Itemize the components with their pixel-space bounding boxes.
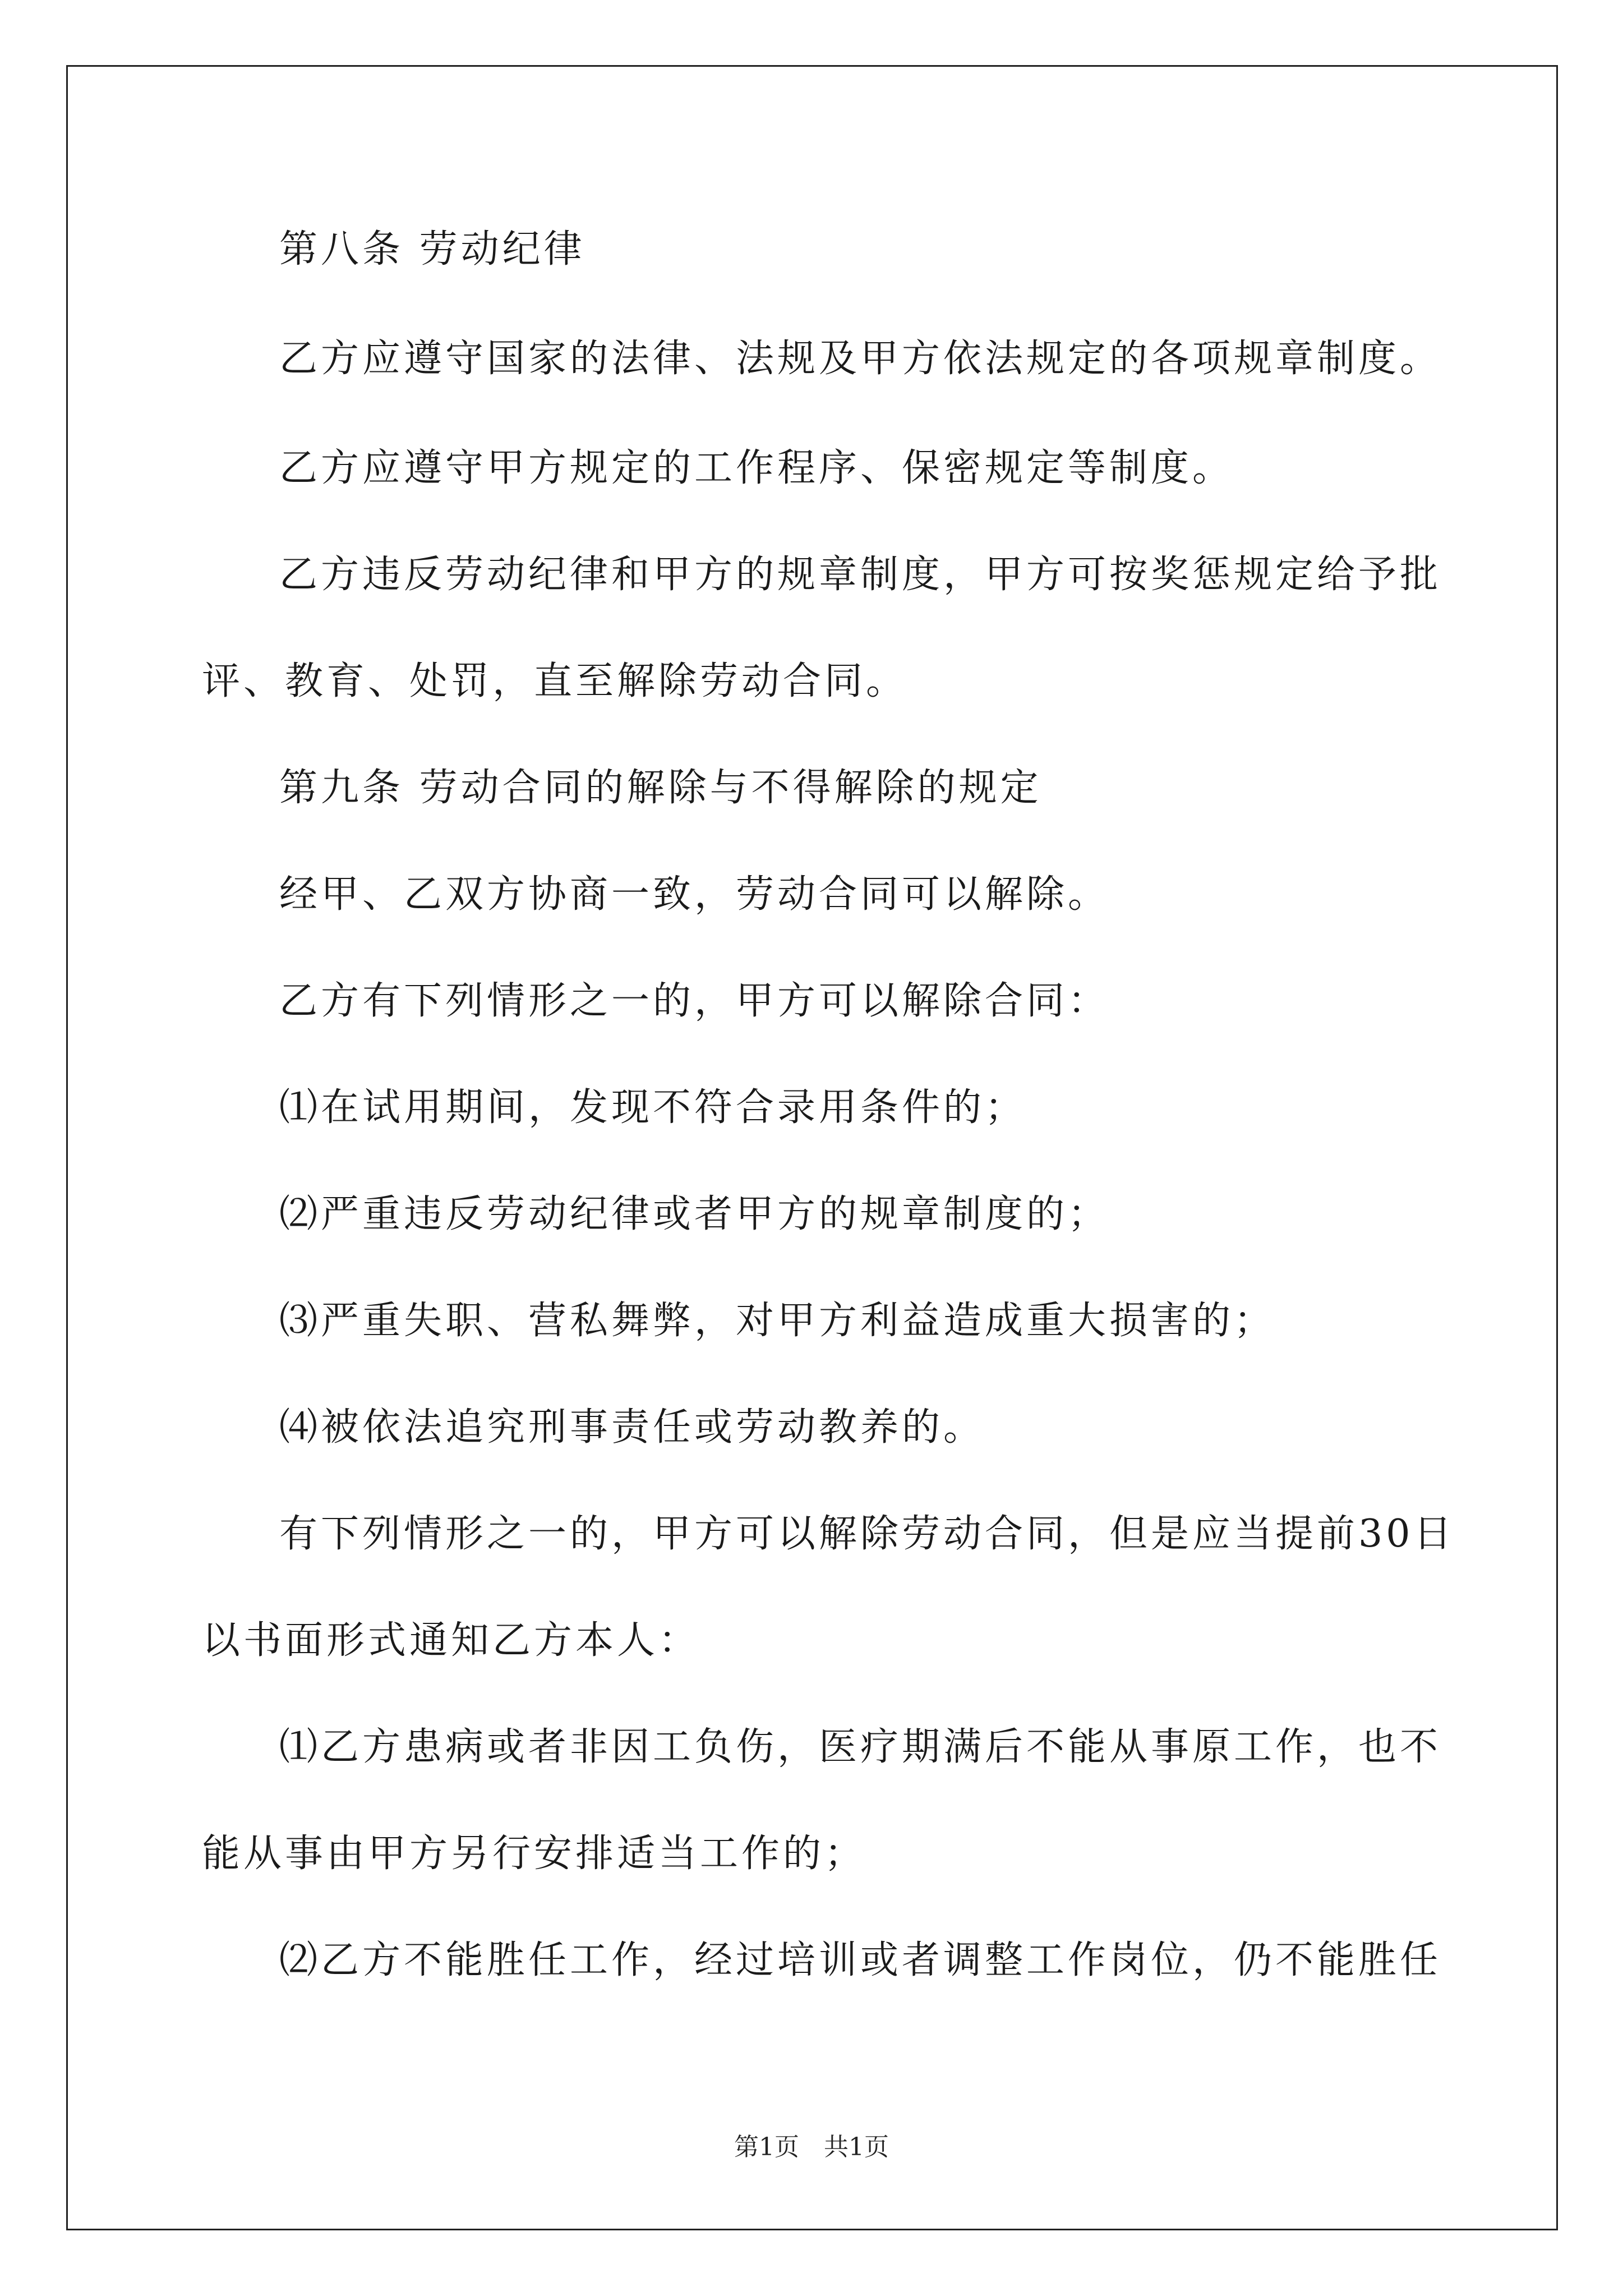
list-item: ⑷被依法追究刑事责任或劳动教养的。 <box>279 1405 985 1450</box>
list-item: ⑵乙方不能胜任工作，经过培训或者调整工作岗位，仍不能胜任 <box>279 1938 1442 1982</box>
paragraph: 乙方有下列情形之一的，甲方可以解除合同： <box>279 979 1110 1023</box>
list-item: ⑵严重违反劳动纪律或者甲方的规章制度的； <box>279 1192 1110 1236</box>
paragraph: 乙方违反劳动纪律和甲方的规章制度，甲方可按奖惩规定给予批 <box>279 553 1442 597</box>
list-item: ⑶严重失职、营私舞弊，对甲方利益造成重大损害的； <box>279 1299 1276 1343</box>
paragraph-continuation: 以书面形式通知乙方本人： <box>202 1618 700 1663</box>
paragraph: 乙方应遵守国家的法律、法规及甲方依法规定的各项规章制度。 <box>279 337 1442 381</box>
list-item: ⑴乙方患病或者非因工负伤，医疗期满后不能从事原工作，也不 <box>279 1725 1442 1769</box>
paragraph: 乙方应遵守甲方规定的工作程序、保密规定等制度。 <box>279 446 1234 490</box>
section-heading: 第八条 劳动纪律 <box>279 227 585 272</box>
paragraph-continuation: 评、教育、处罚，直至解除劳动合同。 <box>202 659 908 703</box>
section-heading: 第九条 劳动合同的解除与不得解除的规定 <box>279 766 1042 810</box>
paragraph: 有下列情形之一的，甲方可以解除劳动合同，但是应当提前30日 <box>279 1512 1455 1556</box>
paragraph: 经甲、乙双方协商一致，劳动合同可以解除。 <box>279 872 1110 917</box>
list-item-continuation: 能从事由甲方另行安排适当工作的； <box>202 1832 866 1876</box>
list-item: ⑴在试用期间，发现不符合录用条件的； <box>279 1085 1027 1130</box>
page-border <box>66 65 1558 2230</box>
page-footer: 第1页 共1页 <box>734 2133 889 2161</box>
